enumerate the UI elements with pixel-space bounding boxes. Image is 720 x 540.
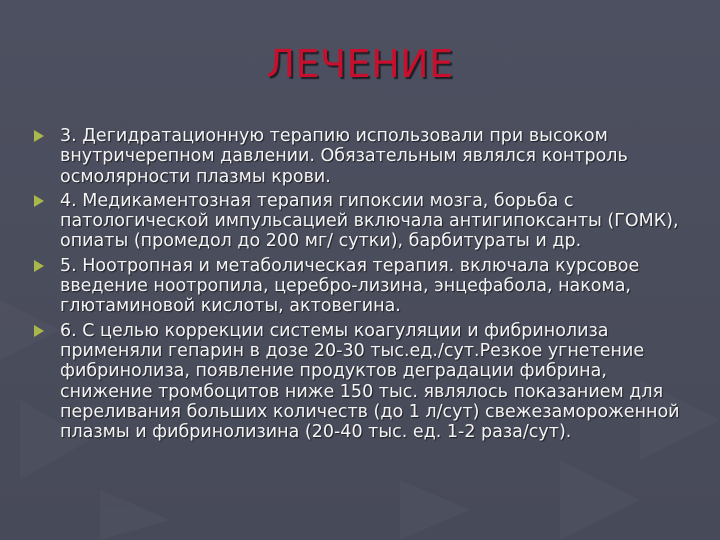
bullet-item-5: [32, 256, 692, 317]
triangle-bullet-icon: [34, 195, 44, 207]
slide-title: ЛЕЧЕНИЕ: [266, 42, 454, 86]
bullet-text: 6. С целью коррекции системы коагуляции и фибринолиза применяли гепарин в дозе 20-30 тыс.ед./сут.Резкое угнетение фибринолиза, появление продуктов деградации фибрина, снижение тромбоцитов ниже 150 тыс. являлось показанием для переливания больших количеств (до 1 л/сут) свежезамороженной плазмы и фибринолизина (20-40 тыс. ед. 1-2 раза/сут).: [60, 320, 680, 443]
triangle-bullet-icon: [34, 325, 44, 337]
triangle-bullet-icon: [34, 130, 44, 142]
bullet-text: 4. Медикаментозная терапия гипоксии мозга, борьба с патологической импульсацией включала антигипоксанты (ГОМК), опиаты (промедол до 200 мг/ сутки), барбитураты и др.: [60, 190, 679, 252]
bullet-text: 5. Ноотропная и метаболическая терапия. включала курсовое введение ноотропила, церебро-лизина, энцефабола, накома, глютаминовой кислоты, актовегина.: [60, 255, 640, 317]
bullet-list: [32, 126, 692, 446]
bullet-text: 3. Дегидратационную терапию использовали при высоком внутричерепном давлении. Обязательным являлся контроль осмолярности плазмы крови.: [60, 126, 628, 187]
bullet-item-4: [32, 191, 692, 252]
bullet-item-3: [32, 126, 692, 187]
triangle-bullet-icon: [34, 260, 44, 272]
bullet-item-6: [32, 321, 692, 443]
